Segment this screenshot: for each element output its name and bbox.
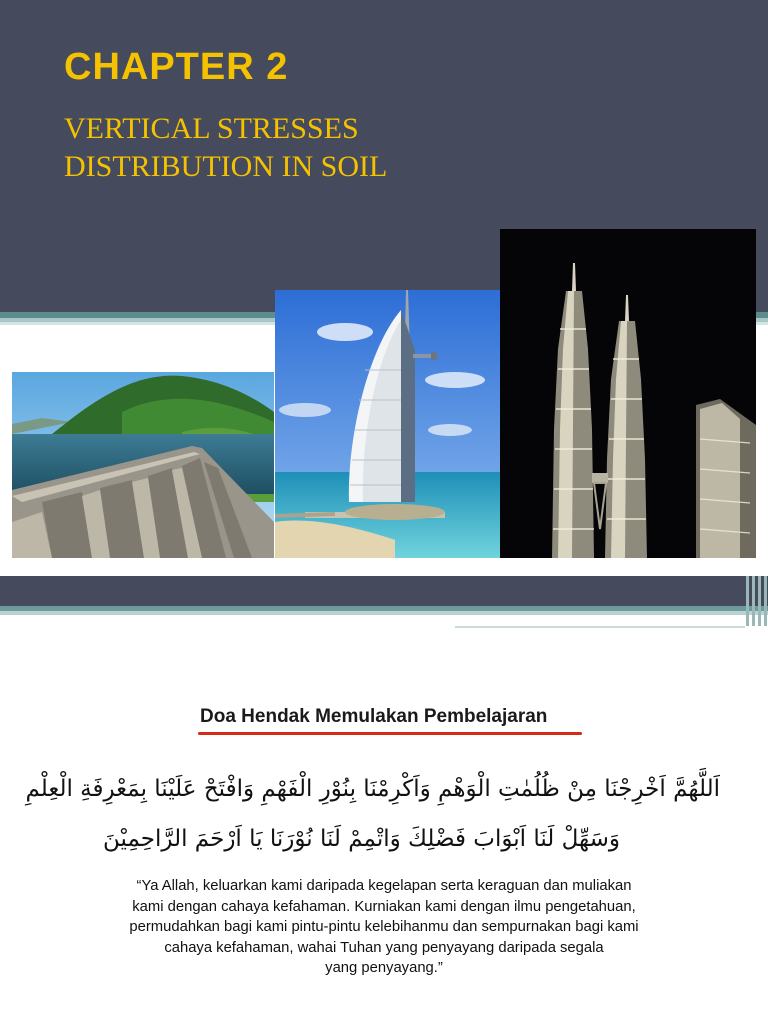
subtitle-line: DISTRIBUTION IN SOIL bbox=[64, 150, 388, 183]
translation-line: “Ya Allah, keluarkan kami daripada kegelapan serta keraguan dan muliakan bbox=[136, 878, 632, 894]
subtitle-line: VERTICAL STRESSES bbox=[64, 112, 359, 145]
accent-stripe bbox=[0, 611, 768, 615]
dam-photo bbox=[12, 372, 274, 558]
translation-line: permudahkan bagi kami pintu-pintu kelebihanmu dan sempurnakan bagi kami bbox=[129, 919, 639, 935]
translation-line: yang penyayang.” bbox=[325, 960, 443, 976]
arabic-prayer-line: اَللَّهُمَّ اَخْرِجْنَا مِنْ ظُلُمٰتِ الْوَهْمِ وَاَكْرِمْنَا بِنُوْرِ الْفَهْمِ وَافْتَحْ عَلَيْنَا بِمَعْرِفَةِ الْعِلْمِ bbox=[25, 776, 720, 802]
stripe bbox=[758, 576, 761, 626]
burj-illustration bbox=[275, 290, 500, 558]
dam-illustration bbox=[12, 372, 274, 558]
petronas-illustration bbox=[500, 229, 756, 558]
arabic-prayer-line: وَسَهِّلْ لَنَا اَبْوَابَ فَضْلِكَ وَاتْمِمْ لَنَا نُوْرَنَا يَا اَرْحَمَ الرَّاحِمِيْنَ bbox=[103, 826, 620, 852]
slide-footer-band bbox=[0, 576, 768, 606]
prayer-translation bbox=[60, 876, 708, 979]
chapter-subtitle bbox=[64, 110, 387, 186]
translation-line: cahaya kefahaman, wahai Tuhan yang penyayang daripada segala bbox=[164, 939, 604, 956]
stripe bbox=[752, 576, 755, 626]
chapter-title: CHAPTER 2 bbox=[64, 46, 289, 88]
stripe bbox=[764, 576, 767, 626]
translation-line: kami dengan cahaya kefahaman. Kurniakan kami dengan ilmu pengetahuan, bbox=[132, 898, 636, 915]
stripe bbox=[746, 576, 749, 626]
prayer-slide bbox=[0, 640, 768, 1024]
burj-al-arab-photo bbox=[275, 290, 500, 558]
prayer-heading: Doa Hendak Memulakan Pembelajaran bbox=[200, 706, 548, 727]
petronas-towers-photo bbox=[500, 229, 756, 558]
accent-line bbox=[455, 626, 745, 628]
heading-underline bbox=[198, 732, 582, 735]
decorative-stripes bbox=[744, 576, 768, 626]
